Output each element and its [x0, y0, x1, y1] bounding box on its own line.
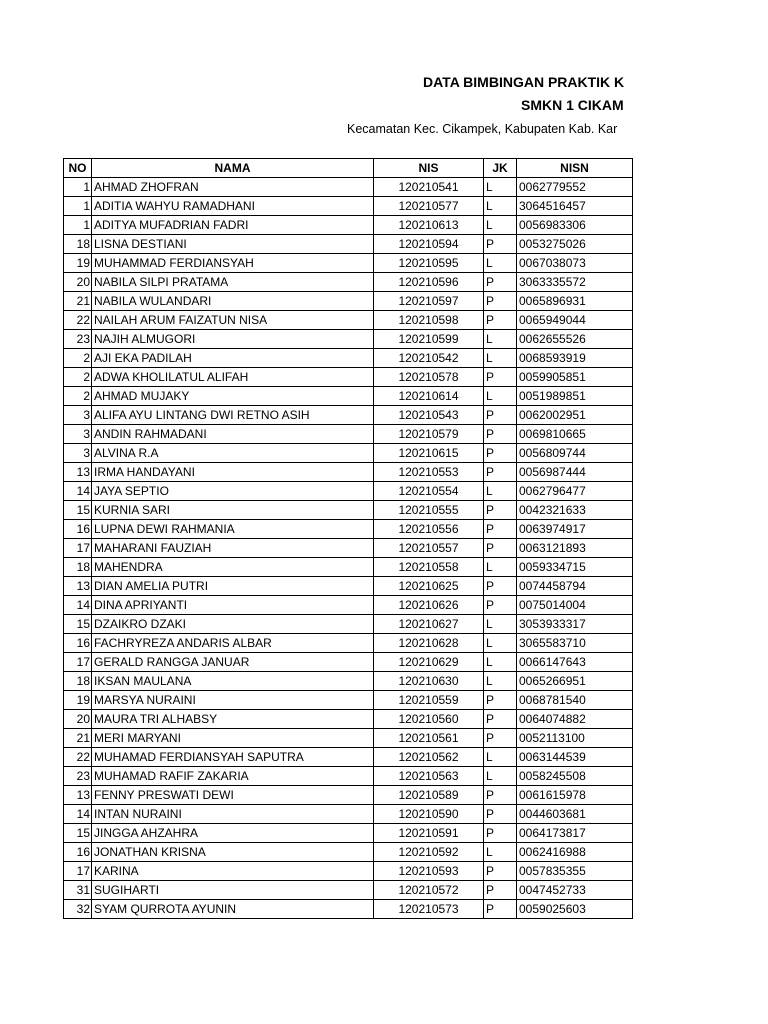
- cell-nama: INTAN NURAINI: [92, 805, 374, 824]
- cell-no: 22: [64, 748, 92, 767]
- table-row: [64, 634, 633, 653]
- table-row: [64, 463, 633, 482]
- cell-jk: P: [484, 273, 517, 292]
- cell-nama: MUHAMAD RAFIF ZAKARIA: [92, 767, 374, 786]
- cell-jk: L: [484, 634, 517, 653]
- cell-nis: 120210554: [374, 482, 484, 501]
- table-row: [64, 862, 633, 881]
- table-row: [64, 577, 633, 596]
- cell-nama: JAYA SEPTIO: [92, 482, 374, 501]
- table-row: [64, 786, 633, 805]
- cell-jk: P: [484, 729, 517, 748]
- cell-nama: FACHRYREZA ANDARIS ALBAR: [92, 634, 374, 653]
- cell-nisn: 0063121893: [517, 539, 633, 558]
- cell-jk: L: [484, 653, 517, 672]
- cell-nama: KARINA: [92, 862, 374, 881]
- cell-nama: JONATHAN KRISNA: [92, 843, 374, 862]
- cell-nisn: 0065949044: [517, 311, 633, 330]
- cell-nis: 120210590: [374, 805, 484, 824]
- cell-nisn: 0051989851: [517, 387, 633, 406]
- table-row: [64, 501, 633, 520]
- cell-no: 2: [64, 368, 92, 387]
- cell-nis: 120210630: [374, 672, 484, 691]
- table-row: [64, 387, 633, 406]
- cell-jk: P: [484, 501, 517, 520]
- cell-nisn: 0064074882: [517, 710, 633, 729]
- cell-jk: L: [484, 387, 517, 406]
- table-row: [64, 539, 633, 558]
- cell-no: 21: [64, 729, 92, 748]
- cell-nisn: 0065266951: [517, 672, 633, 691]
- cell-no: 1: [64, 216, 92, 235]
- cell-nis: 120210597: [374, 292, 484, 311]
- cell-nisn: 0047452733: [517, 881, 633, 900]
- cell-no: 18: [64, 558, 92, 577]
- cell-nama: AJI EKA PADILAH: [92, 349, 374, 368]
- cell-nama: MERI MARYANI: [92, 729, 374, 748]
- cell-no: 31: [64, 881, 92, 900]
- cell-nama: DIAN AMELIA PUTRI: [92, 577, 374, 596]
- cell-nama: AHMAD MUJAKY: [92, 387, 374, 406]
- cell-jk: P: [484, 881, 517, 900]
- cell-no: 15: [64, 824, 92, 843]
- column-header-jk: JK: [484, 159, 517, 178]
- table-row: [64, 349, 633, 368]
- cell-jk: P: [484, 596, 517, 615]
- cell-nama: DINA APRIYANTI: [92, 596, 374, 615]
- cell-jk: P: [484, 406, 517, 425]
- table-row: [64, 406, 633, 425]
- cell-jk: L: [484, 330, 517, 349]
- cell-no: 18: [64, 235, 92, 254]
- document-title-line2: SMKN 1 CIKAM: [521, 97, 624, 113]
- cell-nama: SUGIHARTI: [92, 881, 374, 900]
- cell-jk: P: [484, 368, 517, 387]
- cell-nis: 120210556: [374, 520, 484, 539]
- cell-nis: 120210541: [374, 178, 484, 197]
- cell-nisn: 0052113100: [517, 729, 633, 748]
- cell-jk: P: [484, 539, 517, 558]
- cell-nama: JINGGA AHZAHRA: [92, 824, 374, 843]
- cell-nama: GERALD RANGGA JANUAR: [92, 653, 374, 672]
- cell-nis: 120210626: [374, 596, 484, 615]
- table-row: [64, 805, 633, 824]
- cell-no: 15: [64, 615, 92, 634]
- cell-nisn: 0062416988: [517, 843, 633, 862]
- cell-nama: ADITIA WAHYU RAMADHANI: [92, 197, 374, 216]
- cell-jk: L: [484, 178, 517, 197]
- cell-jk: P: [484, 710, 517, 729]
- cell-nisn: 0058245508: [517, 767, 633, 786]
- cell-no: 18: [64, 672, 92, 691]
- cell-no: 2: [64, 387, 92, 406]
- cell-nisn: 0044603681: [517, 805, 633, 824]
- cell-nisn: 0059025603: [517, 900, 633, 919]
- cell-nama: ADITYA MUFADRIAN FADRI: [92, 216, 374, 235]
- table-row: [64, 520, 633, 539]
- cell-nis: 120210543: [374, 406, 484, 425]
- cell-jk: P: [484, 577, 517, 596]
- cell-nis: 120210595: [374, 254, 484, 273]
- cell-no: 17: [64, 539, 92, 558]
- cell-nisn: 0061615978: [517, 786, 633, 805]
- cell-nisn: 0062655526: [517, 330, 633, 349]
- cell-nisn: 0062796477: [517, 482, 633, 501]
- cell-nama: MUHAMAD FERDIANSYAH SAPUTRA: [92, 748, 374, 767]
- cell-jk: P: [484, 235, 517, 254]
- cell-nis: 120210542: [374, 349, 484, 368]
- cell-nisn: 0066147643: [517, 653, 633, 672]
- cell-no: 13: [64, 577, 92, 596]
- cell-nisn: 0062779552: [517, 178, 633, 197]
- cell-jk: L: [484, 672, 517, 691]
- cell-jk: L: [484, 767, 517, 786]
- column-header-no: NO: [64, 159, 92, 178]
- cell-nis: 120210558: [374, 558, 484, 577]
- cell-nis: 120210577: [374, 197, 484, 216]
- cell-jk: P: [484, 786, 517, 805]
- cell-jk: P: [484, 862, 517, 881]
- cell-nisn: 0056987444: [517, 463, 633, 482]
- column-header-nisn: NISN: [517, 159, 633, 178]
- cell-no: 14: [64, 805, 92, 824]
- cell-nis: 120210553: [374, 463, 484, 482]
- cell-nis: 120210613: [374, 216, 484, 235]
- cell-no: 13: [64, 463, 92, 482]
- cell-no: 32: [64, 900, 92, 919]
- table-row: [64, 748, 633, 767]
- cell-nisn: 0069810665: [517, 425, 633, 444]
- cell-nis: 120210579: [374, 425, 484, 444]
- cell-no: 20: [64, 710, 92, 729]
- table-row: [64, 596, 633, 615]
- cell-no: 20: [64, 273, 92, 292]
- cell-nama: ALIFA AYU LINTANG DWI RETNO ASIH: [92, 406, 374, 425]
- table-row: [64, 425, 633, 444]
- cell-nis: 120210555: [374, 501, 484, 520]
- cell-nisn: 0062002951: [517, 406, 633, 425]
- cell-no: 3: [64, 444, 92, 463]
- cell-nisn: 0059334715: [517, 558, 633, 577]
- cell-no: 15: [64, 501, 92, 520]
- cell-no: 1: [64, 197, 92, 216]
- table-row: [64, 558, 633, 577]
- cell-nis: 120210596: [374, 273, 484, 292]
- cell-nama: MAHENDRA: [92, 558, 374, 577]
- cell-no: 13: [64, 786, 92, 805]
- cell-jk: P: [484, 691, 517, 710]
- table-row: [64, 729, 633, 748]
- cell-nisn: 0063974917: [517, 520, 633, 539]
- cell-nis: 120210628: [374, 634, 484, 653]
- table-row: [64, 653, 633, 672]
- cell-no: 16: [64, 520, 92, 539]
- table-row: [64, 197, 633, 216]
- cell-nisn: 3063335572: [517, 273, 633, 292]
- table-row: [64, 615, 633, 634]
- table-row: [64, 444, 633, 463]
- cell-jk: P: [484, 520, 517, 539]
- cell-no: 3: [64, 425, 92, 444]
- cell-nama: NABILA SILPI PRATAMA: [92, 273, 374, 292]
- cell-jk: P: [484, 900, 517, 919]
- cell-no: 21: [64, 292, 92, 311]
- table-row: [64, 311, 633, 330]
- cell-nama: AHMAD ZHOFRAN: [92, 178, 374, 197]
- cell-jk: L: [484, 216, 517, 235]
- cell-nis: 120210593: [374, 862, 484, 881]
- cell-nisn: 0042321633: [517, 501, 633, 520]
- cell-no: 17: [64, 653, 92, 672]
- cell-no: 19: [64, 254, 92, 273]
- table-row: [64, 273, 633, 292]
- table-row: [64, 691, 633, 710]
- cell-nis: 120210592: [374, 843, 484, 862]
- table-row: [64, 482, 633, 501]
- cell-no: 16: [64, 843, 92, 862]
- table-row: [64, 767, 633, 786]
- table-row: [64, 843, 633, 862]
- cell-no: 23: [64, 330, 92, 349]
- header-area: [0, 60, 633, 150]
- cell-nis: 120210557: [374, 539, 484, 558]
- cell-nisn: 0068781540: [517, 691, 633, 710]
- cell-no: 22: [64, 311, 92, 330]
- cell-nis: 120210561: [374, 729, 484, 748]
- table-row: [64, 672, 633, 691]
- cell-jk: P: [484, 444, 517, 463]
- table-row: [64, 368, 633, 387]
- cell-no: 14: [64, 596, 92, 615]
- document-subtitle: Kecamatan Kec. Cikampek, Kabupaten Kab. Kar: [347, 122, 618, 136]
- cell-nis: 120210599: [374, 330, 484, 349]
- cell-nis: 120210598: [374, 311, 484, 330]
- cell-jk: P: [484, 824, 517, 843]
- cell-no: 1: [64, 178, 92, 197]
- cell-no: 19: [64, 691, 92, 710]
- table-row: [64, 881, 633, 900]
- cell-jk: L: [484, 482, 517, 501]
- column-header-nama: NAMA: [92, 159, 374, 178]
- cell-nisn: 0074458794: [517, 577, 633, 596]
- cell-nisn: 0064173817: [517, 824, 633, 843]
- cell-nisn: 0075014004: [517, 596, 633, 615]
- cell-jk: L: [484, 349, 517, 368]
- cell-no: 23: [64, 767, 92, 786]
- cell-nis: 120210559: [374, 691, 484, 710]
- cell-nis: 120210560: [374, 710, 484, 729]
- table-header-row: [64, 159, 633, 178]
- cell-nisn: 0067038073: [517, 254, 633, 273]
- cell-jk: L: [484, 558, 517, 577]
- cell-nisn: 3064516457: [517, 197, 633, 216]
- cell-no: 3: [64, 406, 92, 425]
- cell-nis: 120210562: [374, 748, 484, 767]
- cell-nama: DZAIKRO DZAKI: [92, 615, 374, 634]
- table-row: [64, 292, 633, 311]
- cell-jk: L: [484, 254, 517, 273]
- document-title-line1: DATA BIMBINGAN PRAKTIK K: [423, 74, 625, 90]
- cell-nisn: 0063144539: [517, 748, 633, 767]
- table-body: [64, 178, 633, 919]
- cell-nama: ADWA KHOLILATUL ALIFAH: [92, 368, 374, 387]
- cell-jk: L: [484, 197, 517, 216]
- cell-jk: P: [484, 425, 517, 444]
- cell-nama: MAURA TRI ALHABSY: [92, 710, 374, 729]
- student-table: [63, 158, 633, 919]
- cell-nis: 120210591: [374, 824, 484, 843]
- cell-nama: MUHAMMAD FERDIANSYAH: [92, 254, 374, 273]
- cell-nis: 120210573: [374, 900, 484, 919]
- cell-nis: 120210563: [374, 767, 484, 786]
- cell-nisn: 0057835355: [517, 862, 633, 881]
- cell-nama: NAILAH ARUM FAIZATUN NISA: [92, 311, 374, 330]
- cell-nama: IRMA HANDAYANI: [92, 463, 374, 482]
- cell-nama: ALVINA R.A: [92, 444, 374, 463]
- cell-nama: KURNIA SARI: [92, 501, 374, 520]
- cell-nisn: 0068593919: [517, 349, 633, 368]
- table-row: [64, 824, 633, 843]
- table-row: [64, 235, 633, 254]
- cell-nisn: 0065896931: [517, 292, 633, 311]
- cell-jk: P: [484, 463, 517, 482]
- cell-nis: 120210629: [374, 653, 484, 672]
- cell-nis: 120210625: [374, 577, 484, 596]
- table-row: [64, 900, 633, 919]
- cell-nama: FENNY PRESWATI DEWI: [92, 786, 374, 805]
- cell-nama: SYAM QURROTA AYUNIN: [92, 900, 374, 919]
- cell-nisn: 0056983306: [517, 216, 633, 235]
- cell-nisn: 3053933317: [517, 615, 633, 634]
- cell-jk: P: [484, 311, 517, 330]
- cell-jk: P: [484, 292, 517, 311]
- cell-jk: L: [484, 615, 517, 634]
- cell-nama: MARSYA NURAINI: [92, 691, 374, 710]
- cell-nis: 120210615: [374, 444, 484, 463]
- cell-nis: 120210614: [374, 387, 484, 406]
- table-row: [64, 254, 633, 273]
- cell-nama: ANDIN RAHMADANI: [92, 425, 374, 444]
- cell-nama: IKSAN MAULANA: [92, 672, 374, 691]
- cell-nisn: 3065583710: [517, 634, 633, 653]
- cell-nama: LUPNA DEWI RAHMANIA: [92, 520, 374, 539]
- cell-nisn: 0059905851: [517, 368, 633, 387]
- cell-nis: 120210589: [374, 786, 484, 805]
- cell-no: 17: [64, 862, 92, 881]
- cell-jk: L: [484, 843, 517, 862]
- cell-no: 2: [64, 349, 92, 368]
- table-row: [64, 710, 633, 729]
- cell-nisn: 0056809744: [517, 444, 633, 463]
- cell-jk: P: [484, 805, 517, 824]
- cell-no: 14: [64, 482, 92, 501]
- cell-no: 16: [64, 634, 92, 653]
- cell-nis: 120210572: [374, 881, 484, 900]
- table-row: [64, 216, 633, 235]
- column-header-nis: NIS: [374, 159, 484, 178]
- cell-nisn: 0053275026: [517, 235, 633, 254]
- cell-nama: NAJIH ALMUGORI: [92, 330, 374, 349]
- cell-nis: 120210627: [374, 615, 484, 634]
- cell-jk: L: [484, 748, 517, 767]
- cell-nama: LISNA DESTIANI: [92, 235, 374, 254]
- table-row: [64, 330, 633, 349]
- cell-nis: 120210594: [374, 235, 484, 254]
- cell-nama: MAHARANI FAUZIAH: [92, 539, 374, 558]
- table-row: [64, 178, 633, 197]
- cell-nis: 120210578: [374, 368, 484, 387]
- cell-nama: NABILA WULANDARI: [92, 292, 374, 311]
